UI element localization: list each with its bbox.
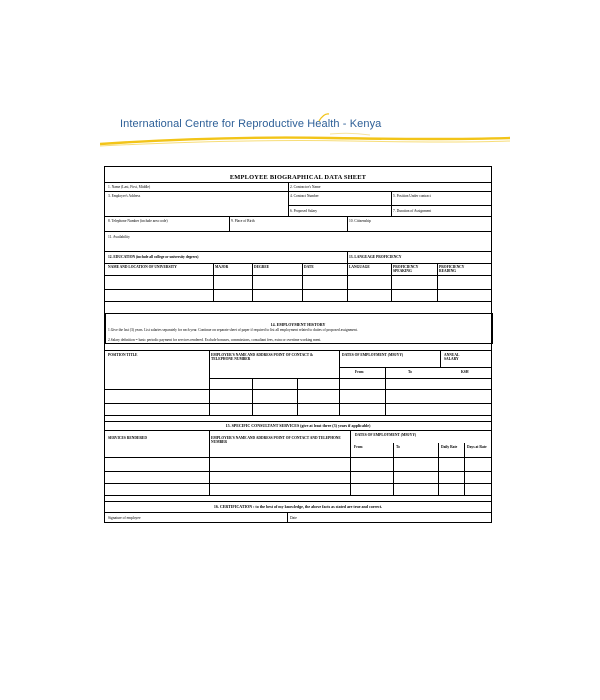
cons-col-dates: DATES OF EMPLOYMENT (MM/YY) [355, 433, 417, 437]
emp-col-from: From [355, 370, 364, 374]
emp-col-salary: ANNUAL SALARY [444, 353, 460, 362]
employer-address-label[interactable]: 3. Employer's Address [108, 194, 141, 198]
logo-mark-icon [318, 112, 330, 122]
contractor-field-label[interactable]: 2. Contractor's Name [290, 185, 321, 189]
cons-col-to: To [396, 445, 400, 449]
emp-col-employer: EMPLOYER'S NAME AND ADDRESS POINT OF CONTACT & TELEPHONE NUMBER [211, 353, 313, 362]
name-field-label[interactable]: 1. Name (Last, First, Middle) [108, 185, 151, 189]
citizenship-label[interactable]: 10. Citizenship [349, 219, 371, 223]
header-swoosh [100, 126, 510, 150]
education-heading: 12. EDUCATION (include all college or university degrees) [108, 255, 199, 259]
biographical-data-form [104, 166, 492, 523]
signature-label[interactable]: Signature of employee [108, 516, 141, 520]
employment-note-2: 2.Salary definition = basic periodic payment for services rendered. Exclude bonuses, commissions, consultant fees, extra or overtime working ment. [108, 338, 322, 342]
edu-col-date: DATE [304, 265, 314, 269]
date-label[interactable]: Date [290, 516, 297, 520]
lang-col-speaking: PROFICIENCY SPEAKING [393, 265, 419, 273]
form-title: EMPLOYEE BIOGRAPHICAL DATA SHEET [229, 174, 367, 181]
cons-col-days: Days at Rate [467, 445, 487, 449]
duration-label[interactable]: 7. Duration of Assignment [393, 209, 432, 213]
certification-heading: 16. CERTIFICATION : to the best of my knowledge, the above facts as stated are true and correct. [213, 504, 383, 509]
proposed-salary-label[interactable]: 6. Proposed Salary [290, 209, 318, 213]
cons-col-daily-rate: Daily Rate [441, 445, 458, 449]
consultant-heading: 15. SPECIFIC CONSULTANT SERVICES (give at least three (3) years if applicable) [225, 423, 371, 428]
employment-heading: 14. EMPLOYMENT HISTORY [270, 322, 326, 327]
telephone-label[interactable]: 8. Telephone Number (include area code) [108, 219, 168, 223]
emp-col-to: To [408, 370, 412, 374]
contract-number-label[interactable]: 4. Contract Number [290, 194, 319, 198]
cons-col-employer: EMPLOYER'S NAME AND ADDRESS POINT OF CONTACT AND TELEPHONE NUMBER [211, 436, 341, 445]
lang-col-reading: PROFICIENCY READING [439, 265, 465, 273]
emp-col-ksh: KSH [461, 370, 469, 374]
lang-col-language: LANGUAGE [349, 265, 370, 269]
emp-col-dates: DATES OF EMPLOYMENT (MM/YY) [342, 353, 404, 357]
cons-col-services: SERVICES RENDERED [108, 436, 147, 440]
position-under-contract-label[interactable]: 5. Position Under contract [393, 194, 431, 198]
availability-label[interactable]: 11. Availability [108, 235, 130, 239]
edu-col-university: NAME AND LOCATION OF UNIVERSITY [108, 265, 177, 269]
organization-name: International Centre for Reproductive Health - Kenya [120, 118, 382, 130]
employment-note-1: 1.Give the last (3) years. List salaries separately for each year. Continue on separate sheet of paper if required to list all employment related to duties of proposed assignment. [108, 328, 358, 332]
language-heading: 13. LANGUAGE PROFICIENCY [349, 255, 402, 259]
edu-col-major: MAJOR [215, 265, 229, 269]
cons-col-from: From [354, 445, 363, 449]
emp-col-position: POSITION TITLE [108, 353, 138, 357]
place-of-birth-label[interactable]: 9. Place of Birth [231, 219, 255, 223]
edu-col-degree: DEGREE [254, 265, 270, 269]
